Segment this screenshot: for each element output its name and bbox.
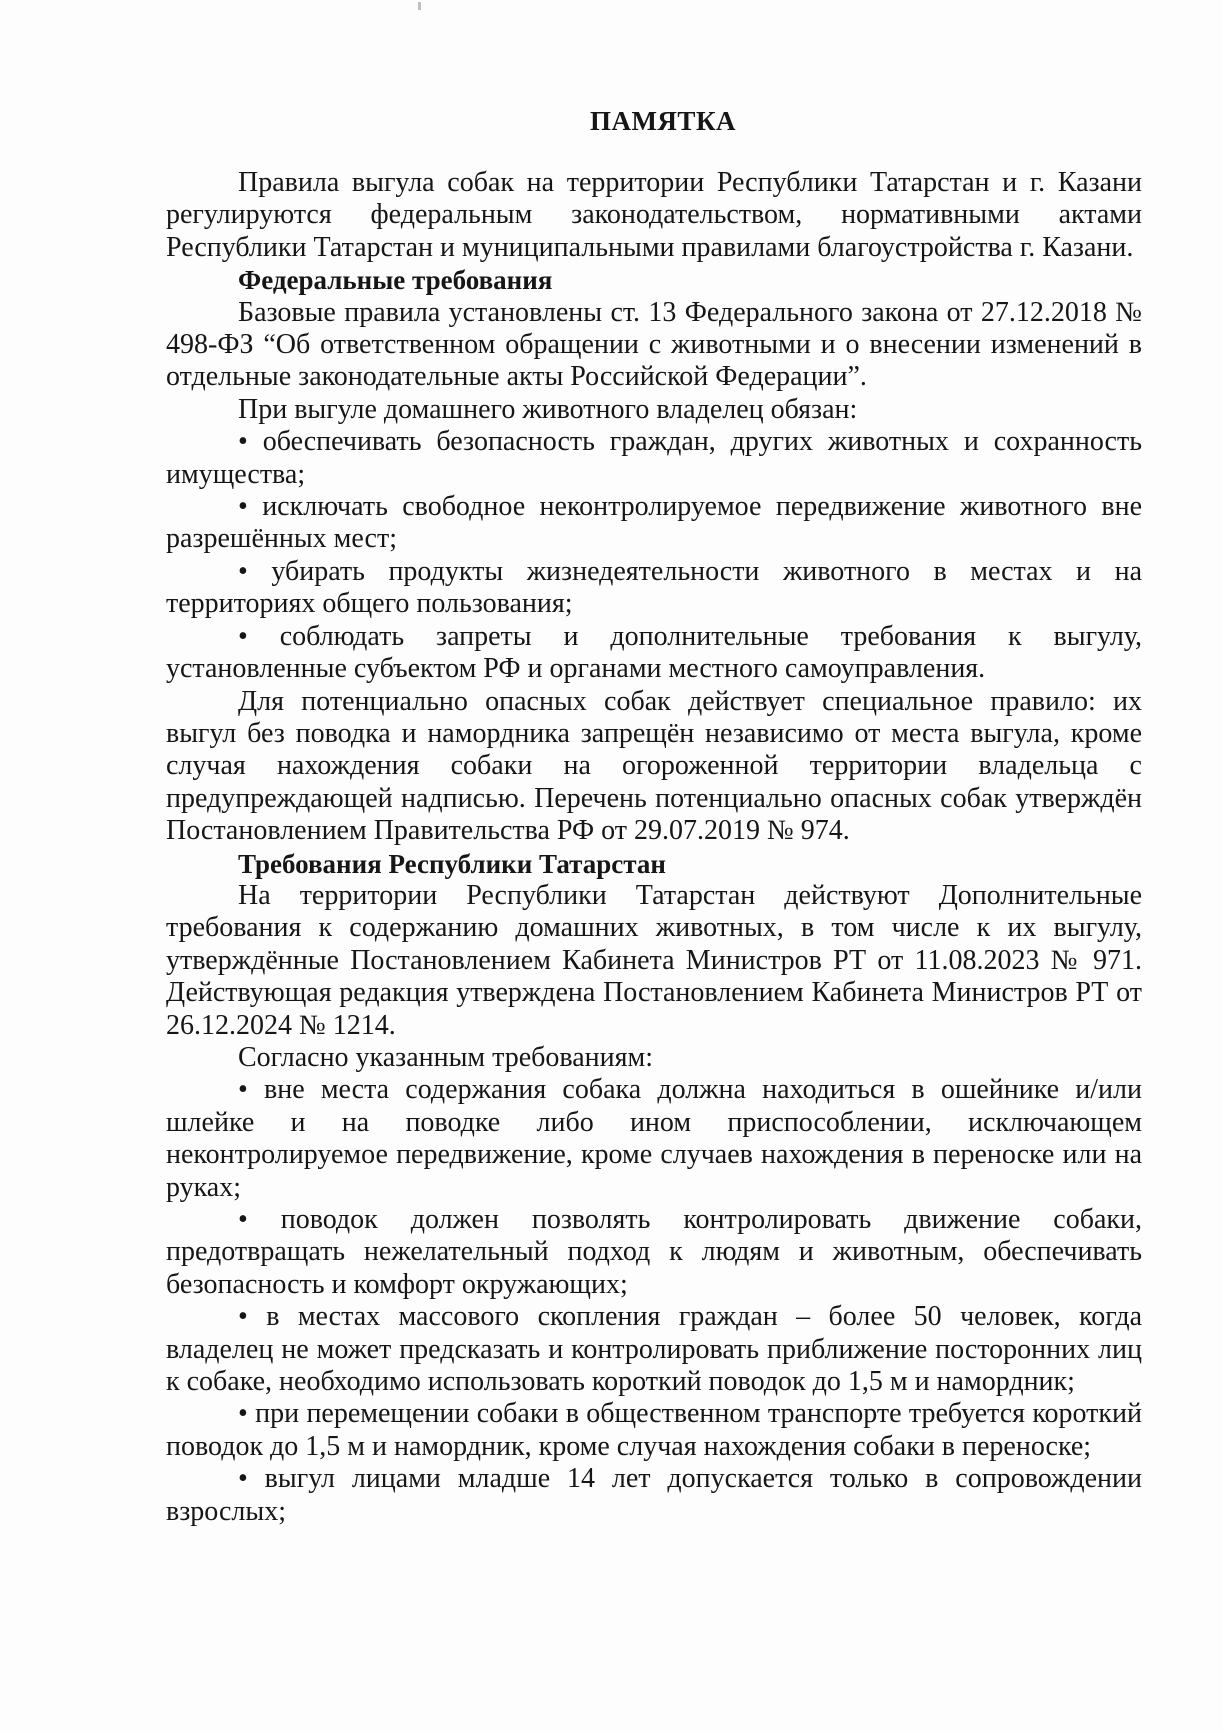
federal-heading: Федеральные требования	[238, 265, 553, 296]
tatarstan-basis-paragraph: На территории Республики Татарстан действуют Дополнительные требования к содержанию домашних животных, в том числе к их выгулу, утверждённые Постановлением Кабинета Министров РТ от 11.08.2023 № 971. Действующая редакция утверждена Постановлением Кабинета Министров РТ от 26.12.2024 № 1214.	[166, 879, 1142, 1041]
list-item: • убирать продукты жизнедеятельности животного в местах и на территориях общего пользования;	[166, 555, 1142, 620]
document-body	[166, 92, 1142, 1528]
federal-basis-paragraph: Базовые правила установлены ст. 13 Федерального закона от 27.12.2018 № 498-ФЗ “Об ответственном обращении с животными и о внесении изменений в отдельные законодательные акты Российской Федерации”.	[166, 296, 1142, 393]
intro-paragraph: Правила выгула собак на территории Республики Татарстан и г. Казани регулируются федеральным законодательством, нормативными актами Республики Татарстан и муниципальными правилами благоустройства г. Казани.	[166, 167, 1142, 263]
list-item: • выгул лицами младше 14 лет допускается только в сопровождении взрослых;	[166, 1463, 1142, 1527]
document-title: ПАМЯТКА	[589, 106, 737, 136]
list-item: • при перемещении собаки в общественном транспорте требуется короткий поводок до 1,5 м и намордник, кроме случая нахождения собаки в переноске;	[166, 1398, 1142, 1462]
dangerous-dogs-paragraph: Для потенциально опасных собак действует специальное правило: их выгул без поводка и намордника запрещён независимо от места выгула, кроме случая нахождения собаки на огороженной территории владельца с предупреждающей надписью. Перечень потенциально опасных собак утверждён Постановлением Правительства РФ от 29.07.2019 № 974.	[166, 685, 1142, 847]
list-item: • обеспечивать безопасность граждан, других животных и сохранность имущества;	[166, 426, 1142, 490]
list-item: • в местах массового скопления граждан – более 50 человек, когда владелец не может предсказать и контролировать приближение посторонних лиц к собаке, необходимо использовать короткий поводок до 1,5 м и намордник;	[166, 1301, 1142, 1398]
federal-obligations-intro: При выгуле домашнего животного владелец обязан:	[238, 393, 858, 425]
tatarstan-heading: Требования Республики Татарстан	[238, 848, 666, 879]
list-item: • поводок должен позволять контролировать движение собаки, предотвращать нежелательный подход к людям и животным, обеспечивать безопасность и комфорт окружающих;	[166, 1204, 1142, 1300]
list-item: • вне места содержания собака должна находиться в ошейнике и/или шлейке и на поводке либо ином приспособлении, исключающем неконтролируемое передвижение, кроме случаев нахождения в переноске или на руках;	[166, 1074, 1142, 1203]
scan-artifact	[418, 2, 421, 10]
list-item: • исключать свободное неконтролируемое передвижение животного вне разрешённых мест;	[166, 491, 1142, 555]
tatarstan-requirements-intro: Согласно указанным требованиям:	[238, 1041, 654, 1073]
list-item: • соблюдать запреты и дополнительные требования к выгулу, установленные субъектом РФ и органами местного самоуправления.	[166, 620, 1142, 685]
